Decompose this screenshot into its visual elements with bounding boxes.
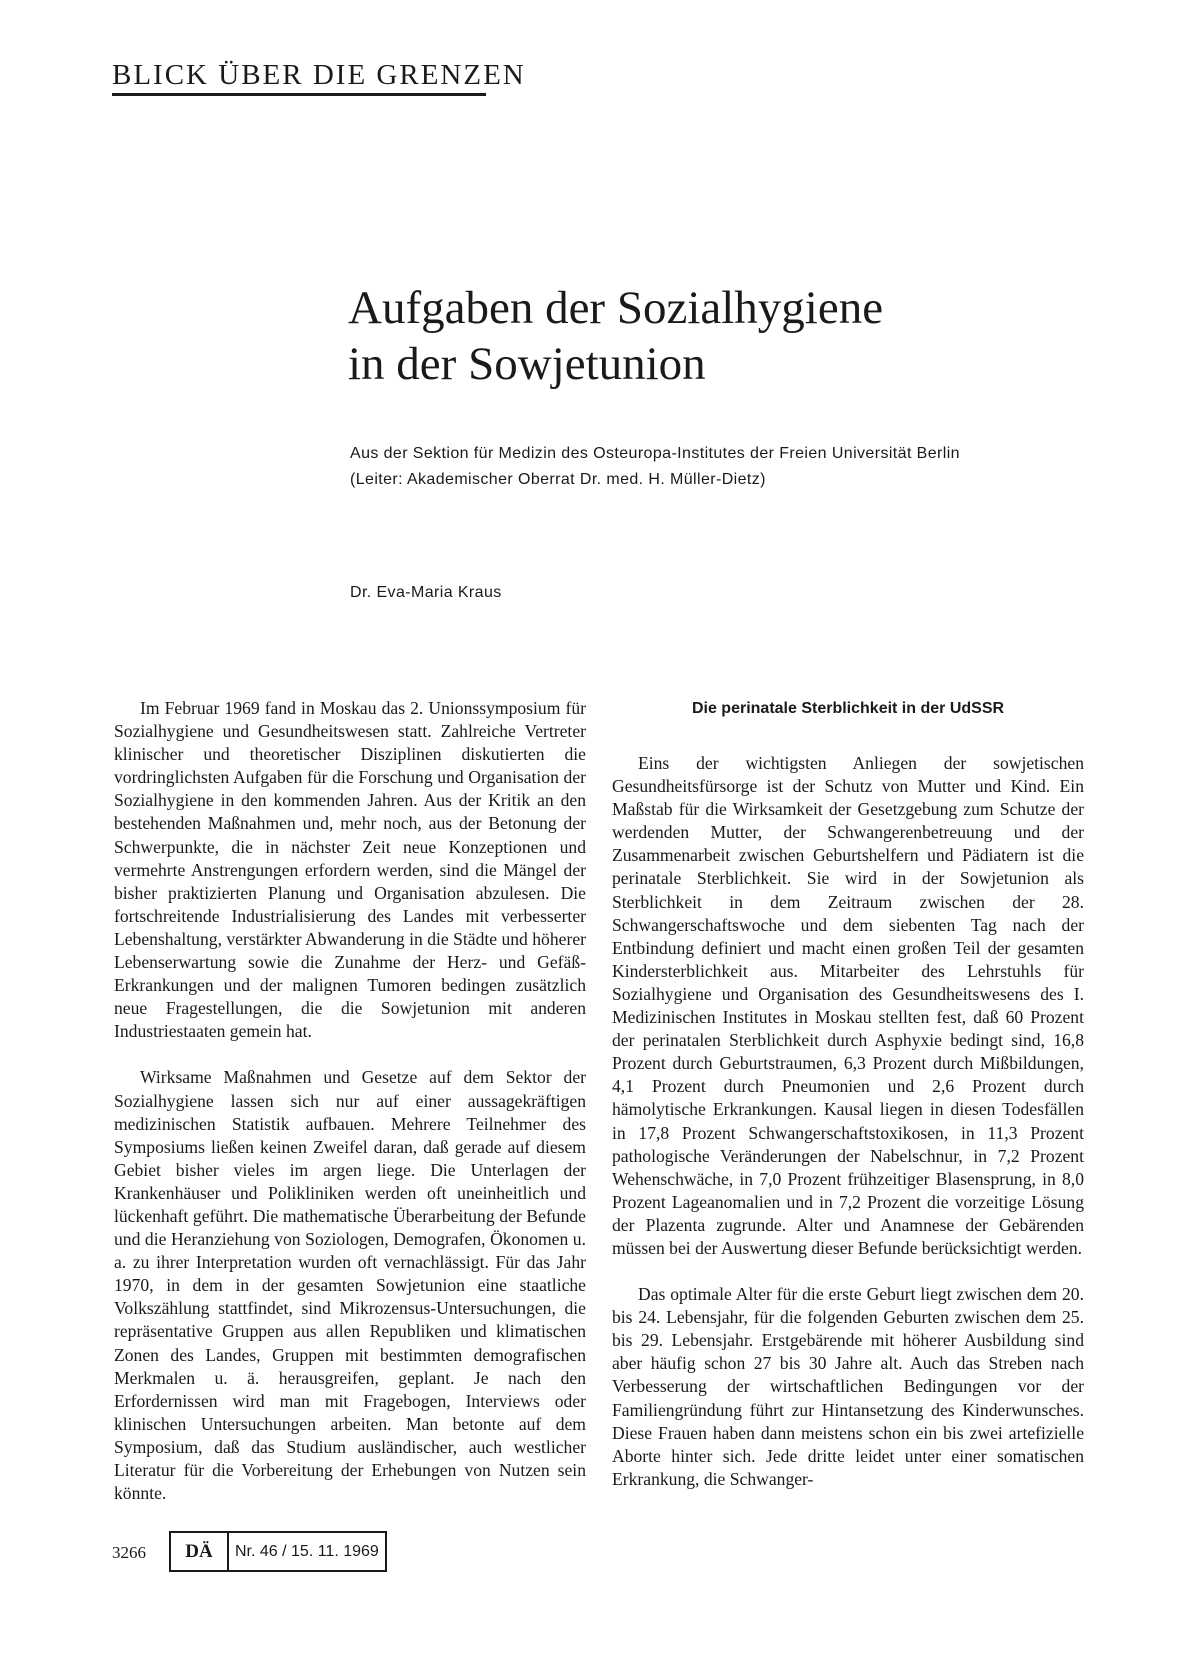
- left-column: [114, 697, 586, 1505]
- article-title: [348, 280, 1108, 392]
- section-heading: BLICK ÜBER DIE GRENZEN: [112, 58, 486, 96]
- body-paragraph: Das optimale Alter für die erste Geburt liegt zwischen dem 20. bis 24. Lebensjahr, für die folgenden Geburten zwischen dem 25. bis 29. Lebensjahr. Erstgebärende mit höherer Ausbildung sind aber häufig schon 27 bis 30 Jahre alt. Auch das Streben nach Verbesserung der wirtschaftlichen Bedingungen vor der Familiengründung führt zur Hintansetzung des Kinderwunsches. Diese Frauen haben dann meistens schon ein bis zwei artefizielle Aborte hinter sich. Jede dritte leidet unter einer somatischen Erkrankung, die Schwanger-: [612, 1284, 1084, 1489]
- article-title-line-1: Aufgaben der Sozialhygiene: [348, 282, 884, 334]
- right-column: [612, 697, 1084, 1491]
- page-number: 3266: [112, 1543, 146, 1562]
- affiliation-line-2: (Leiter: Akademischer Oberrat Dr. med. H. Müller-Dietz): [350, 471, 766, 488]
- journal-footer-box: [169, 1531, 387, 1572]
- section-subheading: Die perinatale Sterblichkeit in der UdSSR: [691, 700, 1005, 717]
- author-name: Dr. Eva-Maria Kraus: [350, 584, 502, 601]
- body-paragraph: Wirksame Maßnahmen und Gesetze auf dem Sektor der Sozialhygiene lassen sich nur auf einer aussagekräftigen medizinischen Statistik aufbauen. Mehrere Teilnehmer des Symposiums ließen keinen Zweifel daran, daß gerade auf diesem Gebiet bisher vieles im argen liege. Die Unterlagen der Krankenhäuser und Polikliniken werden oft uneinheitlich und lückenhaft geführt. Die mathematische Überarbeitung der Befunde und die Heranziehung von Soziologen, Demografen, Ökonomen u. a. zu ihrer Interpretation wurden oft vernachlässigt. Für das Jahr 1970, in dem in der gesamten Sowjetunion eine staatliche Volkszählung stattfindet, sind Mikrozensus-Untersuchungen, die repräsentative Gruppen aus allen Republiken und klimatischen Zonen des Landes, Gruppen mit bestimmten demografischen Merkmalen u. ä. herausgreifen, geplant. Je nach den Erfordernissen wird man mit Fragebogen, Interviews oder klinischen Untersuchungen arbeiten. Man betonte auf dem Symposium, daß das Studium ausländischer, auch westlicher Literatur für die Vorbereitung der Erhebungen von Nutzen sein könnte.: [114, 1067, 586, 1504]
- article-title-line-2: in der Sowjetunion: [348, 338, 706, 390]
- journal-logo: DÄ: [171, 1533, 229, 1570]
- body-paragraph: Im Februar 1969 fand in Moskau das 2. Unionssymposium für Sozialhygiene und Gesundheitswesen statt. Zahlreiche Vertreter klinischer und theoretischer Disziplinen diskutierten die vordringlichsten Aufgaben für die Forschung und Organisation der Sozialhygiene in den kommenden Jahren. Aus der Kritik an den bestehenden Maßnahmen und, mehr noch, aus der Betonung der Schwerpunkte, die in nächster Zeit neue Konzeptionen und vermehrte Anstrengungen erfordern werden, sind die Mängel der bisher praktizierten Planung und Organisation abzulesen. Die fortschreitende Industrialisierung des Landes mit verbesserter Lebenshaltung, verstärkter Abwanderung in die Städte und höherer Lebenserwartung sowie die Zunahme der Herz- und Gefäß-Erkrankungen und der malignen Tumoren bedingen zusätzlich neue Fragestellungen, die die Sowjetunion mit anderen Industriestaaten gemein hat.: [114, 698, 586, 1042]
- body-paragraph: Eins der wichtigsten Anliegen der sowjetischen Gesundheitsfürsorge ist der Schutz von Mutter und Kind. Ein Maßstab für die Wirksamkeit der Gesetzgebung zum Schutze der werdenden Mutter, der Schwangerenbetreuung und der Zusammenarbeit zwischen Geburtshelfern und Pädiatern ist die perinatale Sterblichkeit. Sie wird in der Sowjetunion als Sterblichkeit in dem Zeitraum zwischen der 28. Schwangerschaftswoche und dem siebenten Tag nach der Entbindung definiert und macht einen großen Teil der gesamten Kindersterblichkeit aus. Mitarbeiter des Lehrstuhls für Sozialhygiene und Organisation des Gesundheitswesens des I. Medizinischen Institutes in Moskau stellten fest, daß 60 Prozent der perinatalen Sterblichkeit durch Asphyxie bedingt sind, 16,8 Prozent durch Geburtstraumen, 6,3 Prozent durch Mißbildungen, 4,1 Prozent durch Pneumonien und 2,6 Prozent durch hämolytische Erkrankungen. Kausal liegen in diesen Todesfällen in 17,8 Prozent Schwangerschaftstoxikosen, in 11,3 Prozent pathologische Veränderungen der Nabelschnur, in 7,2 Prozent Wehenschwäche, in 7,0 Prozent frühzeitiger Blasensprung, in 8,0 Prozent Lageanomalien und in 7,2 Prozent die vorzeitige Lösung der Plazenta zugrunde. Alter und Anamnese der Gebärenden müssen bei der Auswertung dieser Befunde berücksichtigt werden.: [612, 753, 1084, 1258]
- affiliation-line-1: Aus der Sektion für Medizin des Osteuropa-Institutes der Freien Universität Berlin: [350, 445, 960, 462]
- affiliation: [350, 441, 1110, 493]
- journal-issue: Nr. 46 / 15. 11. 1969: [235, 1542, 379, 1560]
